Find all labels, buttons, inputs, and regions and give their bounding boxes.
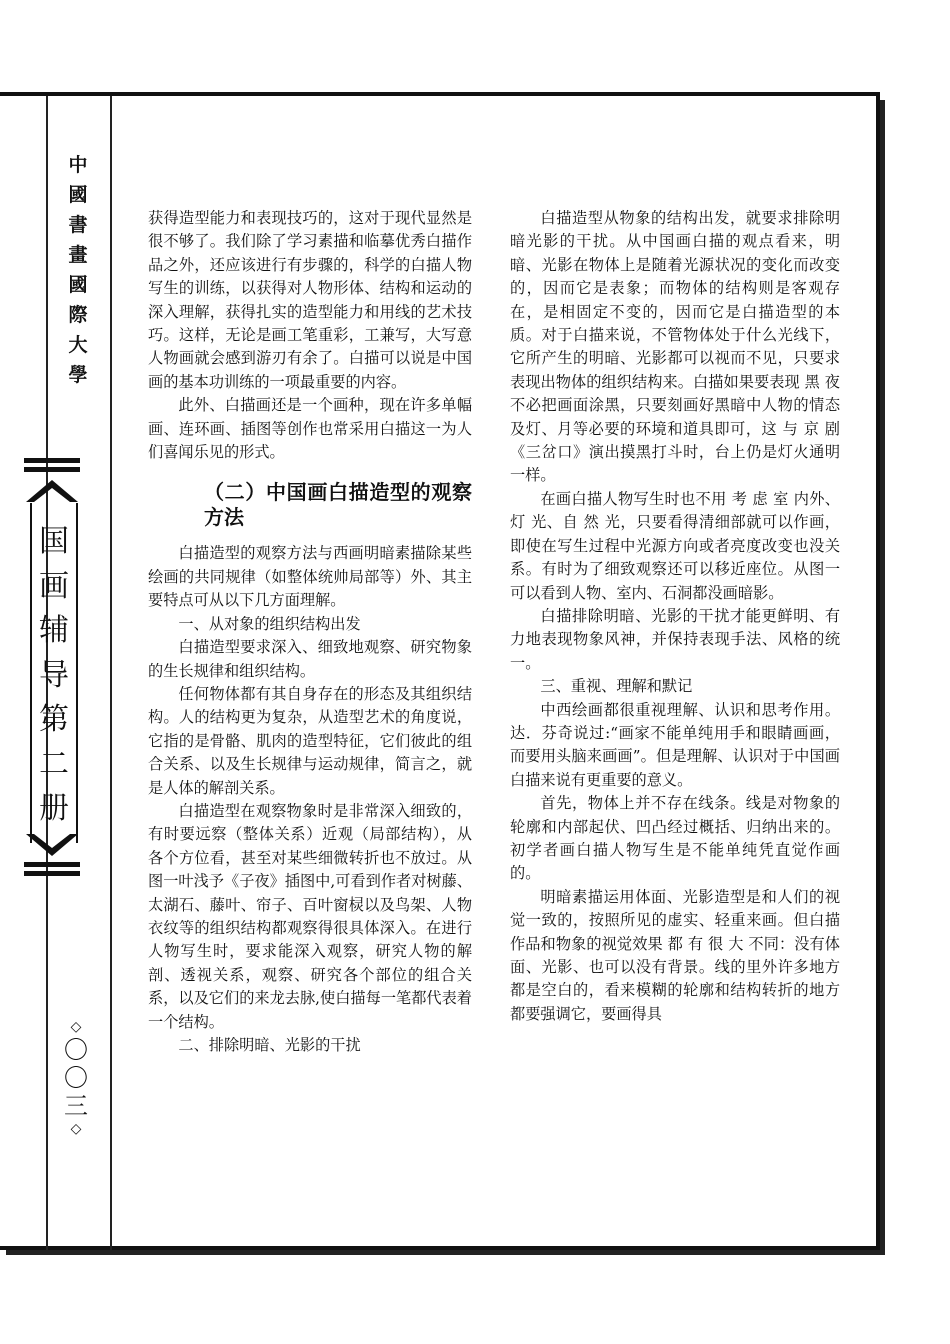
section-heading: （二）中国画白描造型的观察方法 — [204, 480, 472, 530]
paragraph: 获得造型能力和表现技巧的，这对于现代显然是很不够了。我们除了学习素描和临摹优秀白描作品之外，还应该进行有步骤的，科学的白描人物写生的训练，以获得对人物形体、结构和运动的深入理解，获得扎实的造型能力和用线的艺术技巧。这样，无论是画工笔重彩，工兼写，大写意人物画就会感到游刃有余了。白描可以说是中国画的基本功训练的一项最重要的内容。 — [148, 209, 472, 391]
subheading: 二、排除明暗、光影的干扰 — [178, 1036, 361, 1054]
paragraph: 白描排除明暗、光影的干扰才能更鲜明、有力地表现物象风神，并保持表现手法、风格的统一。 — [510, 606, 840, 672]
page-number-char: 三 — [64, 1092, 88, 1120]
spine-rule-right — [110, 96, 112, 1250]
paragraph: 白描造型的观察方法与西画明暗素描除某些绘画的共同规律（如整体统帅局部等）外、其主要特点可从以下几方面理解。 — [148, 544, 472, 610]
page-number-char: 〇 — [64, 1036, 88, 1064]
paragraph: 在画白描人物写生时也不用 考 虑 室 内外、灯 光、自 然 光，只要看得清细部就可以作画，即使在写生过程中光源方向或者亮度改变也没关系。有时为了细致观察还可以移近座位。从图一可以看到人物、室内、石洞都没画暗影。 — [510, 489, 840, 602]
volume-char: 国 — [39, 524, 69, 559]
volume-top-bar — [24, 458, 80, 463]
subheading: 一、从对象的组织结构出发 — [178, 614, 361, 633]
series-title — [60, 150, 96, 390]
right-column — [510, 207, 840, 1026]
paragraph: 明暗素描运用体面、光影造型是和人们的视觉一致的，按照所见的虚实、轻重来画。但白描作品和物象的视觉效果 都 有 很 大 不同：没有体面、光影、也可以没有背景。线的里外许多地方都是空白的，看来模糊的轮廓和结构转折的地方都要强调它，要画得具 — [510, 887, 840, 1023]
series-char: 大 — [68, 334, 88, 356]
series-char: 書 — [68, 214, 88, 236]
paragraph: 此外、白描画还是一个画种，现在许多单幅画、连环画、插图等创作也常采用白描这一为人们喜闻乐见的形式。 — [148, 396, 472, 462]
volume-bottom-bar-2 — [24, 871, 80, 876]
frame-shadow-right — [880, 100, 885, 1255]
paragraph: 中西绘画都很重视理解、认识和思考作用。达．芬奇说过:“画家不能单纯用手和眼睛画画，而要用头脑来画画”。但是理解、认识对于中国画白描来说有更重要的意义。 — [510, 700, 840, 789]
volume-char: 二 — [39, 746, 69, 782]
volume-char: 辅 — [39, 613, 69, 648]
volume-top-bar-2 — [24, 467, 80, 472]
paragraph: 白描造型从物象的结构出发，就要求排除明暗光影的干扰。从中国画白描的观点看来，明暗、光影在物体上是随着光源状况的变化而改变的，因而它是表象；而物体的结构则是客观存在，是相固定不变的，因而它是白描造型的本质。对于白描来说，不管物体处于什么光线下，它所产生的明暗、光影都可以视而不见，只要求表现出物体的组织结构来。白描如果要表现 黑 夜 不必把画面涂黑，只要刻画好黑暗中人物的情态及灯、月等必要的环境和道具即可，这 与 京 剧《三岔口》演出摸黑打斗时，台上仍是灯火通明一样。 — [510, 209, 840, 485]
series-char: 學 — [68, 364, 88, 386]
volume-char: 画 — [39, 568, 69, 604]
frame-shadow-bottom — [6, 1250, 885, 1255]
volume-bottom-ornament — [24, 832, 80, 860]
volume-char: 册 — [39, 791, 69, 826]
paragraph: 白描造型在观察物象时是非常深入细致的，有时要远察（整体关系）近观（局部结构），从各个方位看，甚至对某些细微转折也不放过。从图一叶浅予《子夜》插图中,可看到作者对树藤、太湖石、藤叶、帘子、百叶窗棂以及鸟架、人物衣纹等的组织结构都观察得很具体深入。在进行人物写生时，要求能深入观察，研究人物的解剖、透视关系，观察、研究各个部位的组合关系，以及它们的来龙去脉,使白描每一笔都代表着一个结构。 — [148, 801, 472, 1031]
series-char: 畫 — [68, 244, 88, 266]
volume-bottom-bar — [24, 862, 80, 867]
series-char: 國 — [68, 184, 88, 206]
paragraph: 任何物体都有其自身存在的形态及其组织结构。人的结构更为复杂，从造型艺术的角度说，它指的是骨骼、肌肉的造型特征，它们彼此的组合关系、以及生长规律与运动规律，简言之，就是人体的解剖关系。 — [148, 684, 472, 797]
subheading: 三、重视、理解和默记 — [540, 677, 693, 696]
series-char: 國 — [68, 274, 88, 296]
page-number — [60, 1018, 92, 1138]
series-char: 中 — [68, 154, 88, 176]
volume-top-ornament — [24, 476, 80, 504]
volume-char: 导 — [39, 657, 69, 693]
diamond-icon: ◇ — [70, 1121, 82, 1137]
diamond-icon: ◇ — [70, 1019, 82, 1035]
left-column — [148, 207, 472, 1057]
page-number-char: 〇 — [64, 1064, 88, 1092]
volume-title — [30, 520, 78, 832]
volume-char: 第 — [39, 702, 69, 737]
paragraph: 首先，物体上并不存在线条。线是对物象的轮廓和内部起伏、凹凸经过概括、归纳出来的。初学者画白描人物写生是不能单纯凭直觉作画的。 — [510, 794, 840, 883]
paragraph: 白描造型要求深入、细致地观察、研究物象的生长规律和组织结构。 — [148, 638, 472, 680]
series-char: 際 — [68, 304, 88, 326]
